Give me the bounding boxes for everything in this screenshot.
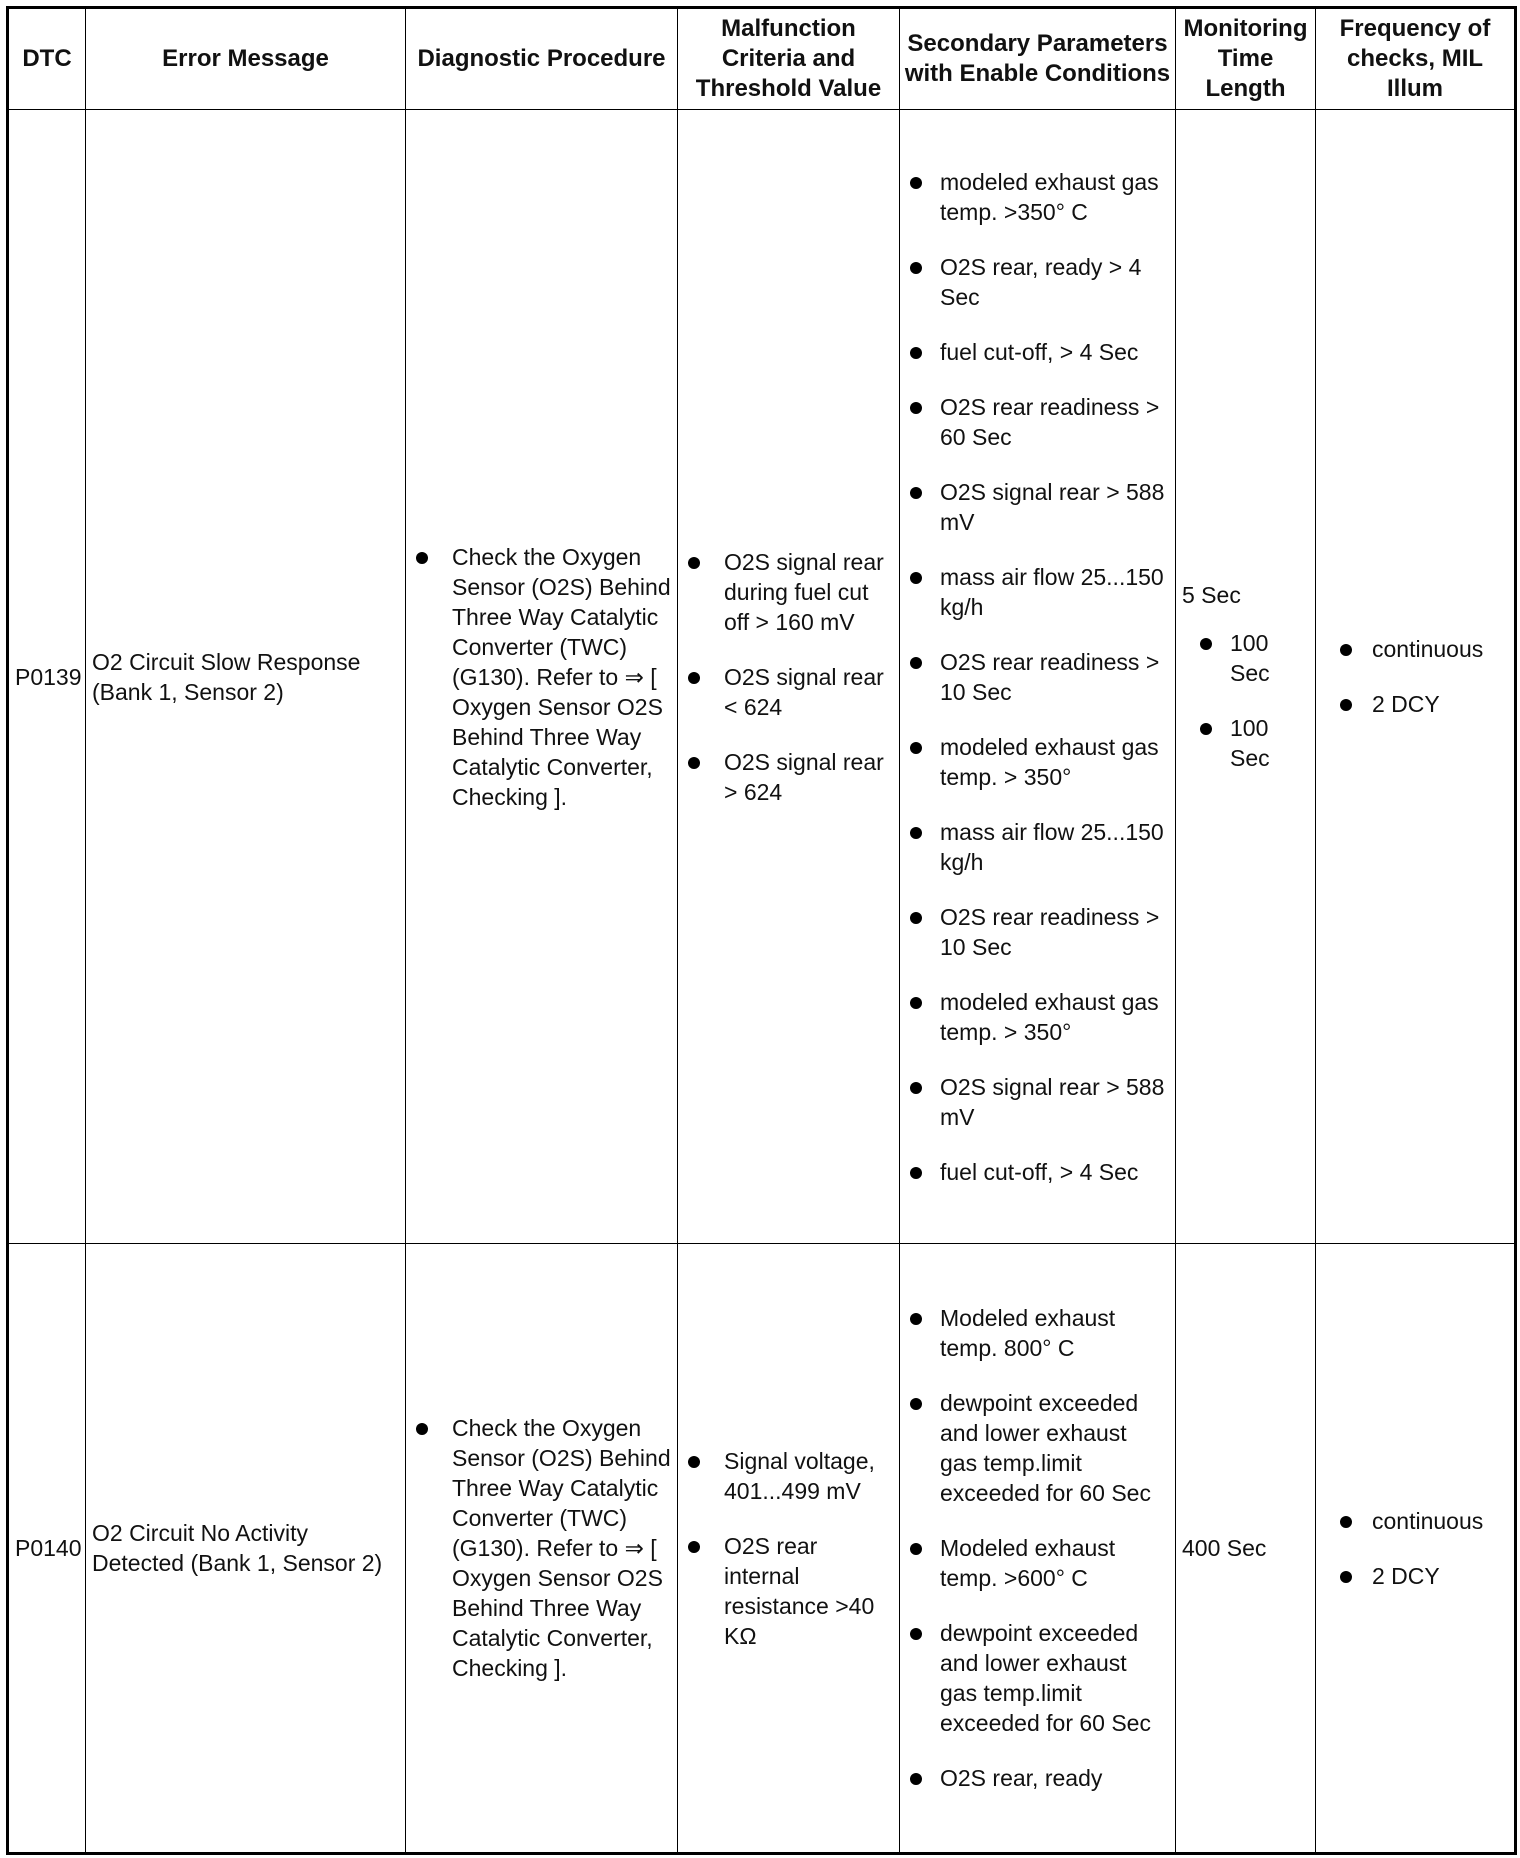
list-item: O2S rear readiness > 10 Sec bbox=[906, 647, 1169, 707]
list-item: continuous bbox=[1336, 1506, 1508, 1536]
list-item: O2S rear readiness > 10 Sec bbox=[906, 902, 1169, 962]
list-item: Modeled exhaust temp. >600° C bbox=[906, 1533, 1169, 1593]
frequency-cell bbox=[1316, 110, 1516, 1244]
list-item: 2 DCY bbox=[1336, 689, 1508, 719]
error-message: O2 Circuit No Activity Detected (Bank 1, Sensor 2) bbox=[86, 1244, 406, 1854]
list-item: mass air flow 25...150 kg/h bbox=[906, 562, 1169, 622]
list-item: O2S signal rear < 624 bbox=[684, 662, 893, 722]
list-item: O2S signal rear > 588 mV bbox=[906, 477, 1169, 537]
dtc-table bbox=[6, 6, 1517, 1855]
list-item: modeled exhaust gas temp. > 350° bbox=[906, 732, 1169, 792]
malfunction-criteria-cell bbox=[678, 110, 900, 1244]
table-row bbox=[8, 110, 1516, 1244]
monitoring-time-cell bbox=[1176, 110, 1316, 1244]
malfunction-criteria-cell bbox=[678, 1244, 900, 1854]
list-item: O2S signal rear > 624 bbox=[684, 747, 893, 807]
monitoring-time: 5 Sec bbox=[1182, 582, 1241, 608]
list-item: O2S rear readiness > 60 Sec bbox=[906, 392, 1169, 452]
list-item: O2S signal rear during fuel cut off > 160 mV bbox=[684, 547, 893, 637]
list-item: O2S rear internal resistance >40 KΩ bbox=[684, 1531, 893, 1651]
header-error-message: Error Message bbox=[86, 8, 406, 110]
list-item: Modeled exhaust temp. 800° C bbox=[906, 1303, 1169, 1363]
header-malfunction-criteria: Malfunction Criteria and Threshold Value bbox=[678, 8, 900, 110]
header-dtc: DTC bbox=[8, 8, 86, 110]
monitoring-time: 400 Sec bbox=[1182, 1535, 1267, 1561]
list-item: 2 DCY bbox=[1336, 1561, 1508, 1591]
error-message: O2 Circuit Slow Response (Bank 1, Sensor 2) bbox=[86, 110, 406, 1244]
frequency-cell bbox=[1316, 1244, 1516, 1854]
list-item: dewpoint exceeded and lower exhaust gas temp.limit exceeded for 60 Sec bbox=[906, 1388, 1169, 1508]
list-item: mass air flow 25...150 kg/h bbox=[906, 817, 1169, 877]
secondary-parameters-cell bbox=[900, 1244, 1176, 1854]
list-item: modeled exhaust gas temp. > 350° bbox=[906, 987, 1169, 1047]
list-item: Signal voltage, 401...499 mV bbox=[684, 1446, 893, 1506]
list-item: O2S signal rear > 588 mV bbox=[906, 1072, 1169, 1132]
table-row bbox=[8, 1244, 1516, 1854]
diagnostic-procedure-cell bbox=[406, 110, 678, 1244]
dtc-code: P0140 bbox=[8, 1244, 86, 1854]
monitoring-time-cell bbox=[1176, 1244, 1316, 1854]
list-item: Check the Oxygen Sensor (O2S) Behind Three Way Catalytic Converter (TWC) (G130). Refer to ⇒ [ Oxygen Sensor O2S Behind Three Way Catalytic Converter, Checking ]. bbox=[412, 1413, 671, 1683]
header-diagnostic-procedure: Diagnostic Procedure bbox=[406, 8, 678, 110]
list-item: modeled exhaust gas temp. >350° C bbox=[906, 167, 1169, 227]
secondary-parameters-cell bbox=[900, 110, 1176, 1244]
list-item: O2S rear, ready bbox=[906, 1763, 1169, 1793]
dtc-code: P0139 bbox=[8, 110, 86, 1244]
diagnostic-procedure-cell bbox=[406, 1244, 678, 1854]
list-item: fuel cut-off, > 4 Sec bbox=[906, 337, 1169, 367]
header-secondary-parameters: Secondary Parameters with Enable Conditions bbox=[900, 8, 1176, 110]
header-monitoring-time: Monitoring Time Length bbox=[1176, 8, 1316, 110]
list-item: O2S rear, ready > 4 Sec bbox=[906, 252, 1169, 312]
list-item: Check the Oxygen Sensor (O2S) Behind Three Way Catalytic Converter (TWC) (G130). Refer to ⇒ [ Oxygen Sensor O2S Behind Three Way Catalytic Converter, Checking ]. bbox=[412, 542, 671, 812]
list-item: fuel cut-off, > 4 Sec bbox=[906, 1157, 1169, 1187]
list-item: dewpoint exceeded and lower exhaust gas temp.limit exceeded for 60 Sec bbox=[906, 1618, 1169, 1738]
list-item: 100 Sec bbox=[1196, 713, 1309, 773]
header-row bbox=[8, 8, 1516, 110]
list-item: continuous bbox=[1336, 634, 1508, 664]
list-item: 100 Sec bbox=[1196, 628, 1309, 688]
header-frequency: Frequency of checks, MIL Illum bbox=[1316, 8, 1516, 110]
